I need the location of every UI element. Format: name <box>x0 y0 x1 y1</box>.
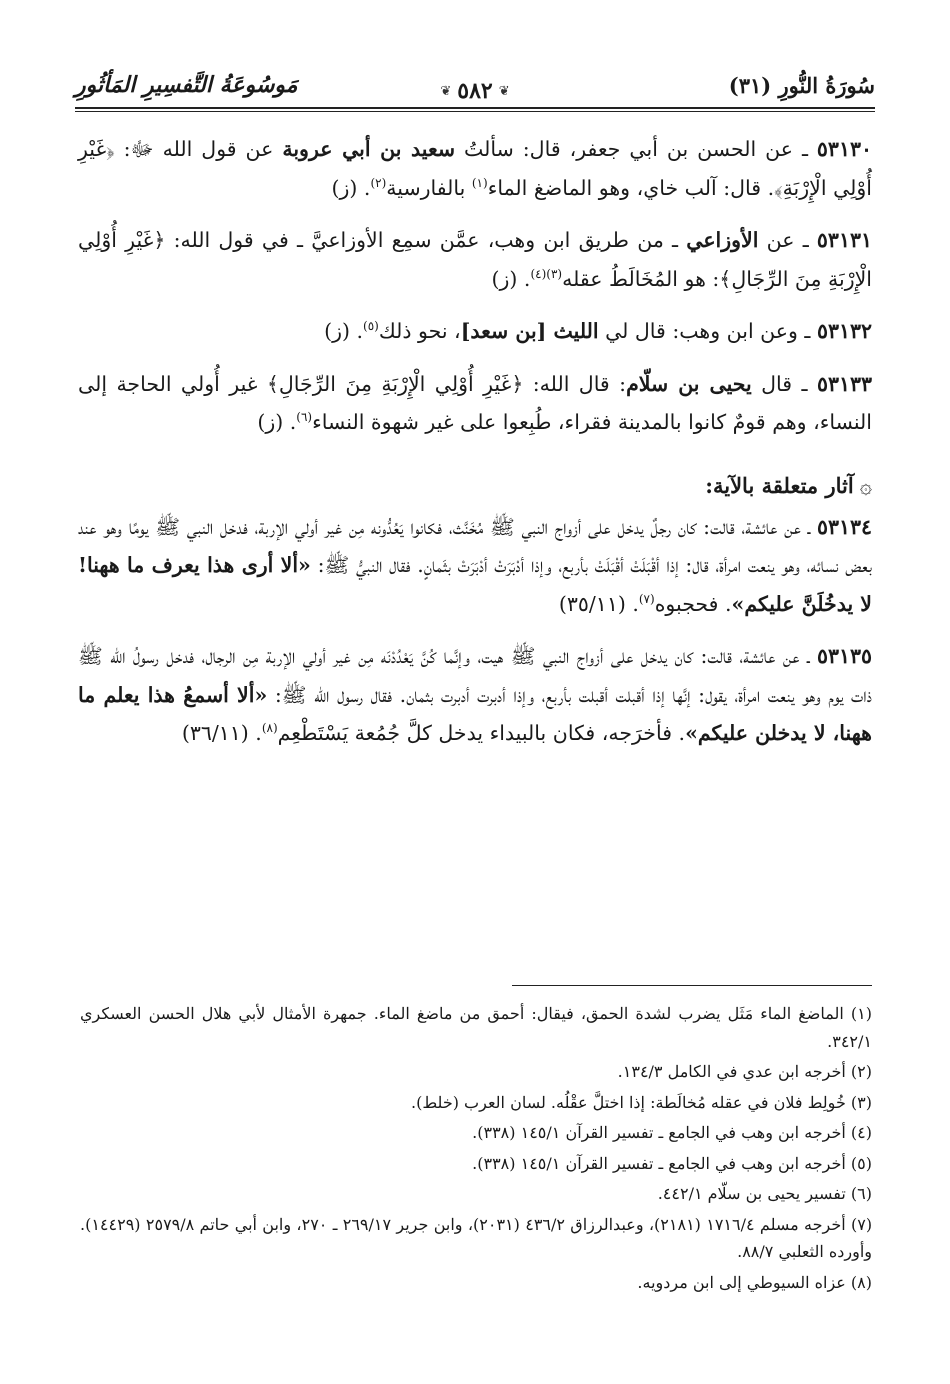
header-rule-thin <box>75 111 875 112</box>
entry-text: ـ قال <box>751 371 817 396</box>
footnote: (٧) أخرجه مسلم ١٧١٦/٤ (٢١٨١)، وعبدالرزاق ٤٣٦/٢ (٢٠٣١)، وابن جرير ٢٦٩/١٧ ـ ٢٧٠، وابن أبي حاتم ٢٥٧٩/٨ (١٤٤٢٩). وأورده الثعلبي ٨٨/٧. <box>80 1214 873 1261</box>
running-header <box>75 60 875 106</box>
footnote-ref: (٨) <box>261 721 278 736</box>
entry-bold-name: سعيد بن أبي عروبة <box>282 137 456 161</box>
footnote-rule <box>512 985 872 986</box>
narration-entry <box>78 637 872 753</box>
ornament-icon: ❦ <box>498 83 510 99</box>
footnote-ref: (٦) <box>296 410 313 425</box>
section-heading <box>78 468 872 504</box>
footnote: (١) الماضغ الماء مَثَل يضرب لشدة الحمق، فيقال: أحمق من ماضغ الماء. جمهرة الأمثال لأبي هلال الحسن العسكري ٣٤٢/١. <box>80 1004 872 1051</box>
entry-text: بالفارسية <box>386 175 472 200</box>
entry-number: ٥٣١٣٢ <box>816 319 872 343</box>
narration-entry <box>78 365 872 442</box>
entry-number: ٥٣١٣٠ <box>816 137 872 161</box>
footnote: (٣) خُولِط فلان في عقله مُخالَطة: إذا اختلَّ عقْلُه. لسان العرب (خلط). <box>411 1092 872 1112</box>
entry-bold-quote: «ألا أرى هذا يعرف ما ههنا! لا يدخُلَنَّ عليكم» <box>78 553 872 616</box>
entry-bold-name: الليث [بن سعد] <box>460 319 599 343</box>
entry-number: ٥٣١٣٥ <box>816 644 872 668</box>
narration-entry <box>78 508 872 624</box>
entry-text: ـ عن الحسن بن أبي جعفر، قال: سألتُ <box>455 137 817 161</box>
entry-text: . (٣٦/١١) <box>181 721 262 745</box>
entry-text: . (ز) <box>331 175 371 200</box>
footnote-ref: (٢) <box>370 175 387 190</box>
entry-text: ـ من طريق ابن وهب، عمَّن سمِع الأوزاعيَّ ـ في قول الله: ﴿غَيْرِ أُوْلِي الْإِرْبَةِ مِنَ الرِّجَالِ﴾: هو المُخَالَطُ عقله <box>78 228 872 291</box>
star-ornament-icon: ۞ <box>859 473 872 498</box>
entry-bold-name: يحيى بن سلّام <box>626 371 752 396</box>
entry-bold-name: الأوزاعي <box>686 228 759 252</box>
entry-text: . فأخرَجه، فكان بالبيداء يدخل كلَّ جُمُعة يَسْتَطْعِم <box>277 721 686 745</box>
book-title: مَوسُوعَةُ التَّفسِيرِ المَأثُورِ <box>75 72 298 98</box>
footnotes <box>80 1000 872 1299</box>
entry-text: . (ز) <box>257 410 297 434</box>
entry-number: ٥٣١٣١ <box>816 228 872 252</box>
page-number: ٥٨٢ <box>457 78 493 104</box>
footnote: (٦) تفسير يحيى بن سلّام ٤٤٢/١. <box>657 1184 872 1203</box>
entry-text: : قال الله: ﴿غَيْرِ أُوْلِي الْإِرْبَةِ مِنَ الرِّجَالِ﴾ غير أُولي الحاجة إلى النساء، وهم قومٌ كانوا بالمدينة فقراء، طُبِعوا على غير شهوة النساء <box>78 371 872 434</box>
entry-number: ٥٣١٣٤ <box>816 514 872 539</box>
entry-text: . (ز) <box>491 266 531 291</box>
narration-entry <box>78 130 872 207</box>
entry-number: ٥٣١٣٣ <box>816 371 872 396</box>
narration-entry <box>78 221 872 298</box>
footnote-ref: (٥) <box>363 319 379 334</box>
footnote-ref: (١) <box>471 175 488 190</box>
entry-text: . (ز) <box>324 319 364 343</box>
footnote-ref: (٧) <box>638 591 655 606</box>
main-text <box>78 130 872 767</box>
ornament-icon: ❦ <box>440 83 452 99</box>
page-number-block <box>440 78 509 104</box>
footnote: (٤) أخرجه ابن وهب في الجامع ـ تفسير القرآن ١٤٥/١ (٣٣٨). <box>472 1123 872 1142</box>
surah-title: سُورَةُ النُّورِ (٣١) <box>728 73 875 98</box>
footnote-ref: (٣)(٤) <box>530 266 563 281</box>
narration-entry <box>78 312 872 351</box>
footnote: (٢) أخرجه ابن عدي في الكامل ١٣٤/٣. <box>617 1062 872 1081</box>
entry-text: . فحجبوه <box>654 591 732 616</box>
entry-text: . (٣٥/١١) <box>558 591 639 616</box>
entry-text: ـ عن عائشة، قالت: كان رجلٌ يدخل على أزواج النبي ﷺ مُخَنَّث، فكانوا يَعُدُّونه مِن غير أولي الإربة، فدخل النبي ﷺ يومًا وهو عند بعض نسائه، وهو ينعت امرأة، قال: إذا أقْبَلَتْ أقْبَلَتْ بأربع، وإذا أدْبَرَتْ أدْبَرَتْ بثَمانٍ. فقال النبيُّ ﷺ: <box>78 514 872 577</box>
entry-text: ـ عن <box>758 228 817 252</box>
entry-bold-quote: «ألا أسمعُ هذا يعلم ما ههنا، لا يدخلن عليكم» <box>78 682 872 745</box>
entry-text: عن قول الله ﷻ: ﴿غَيْرِ أُوْلِي الْإِرْبَةِ﴾. قال: آلب خاي، وهو الماضغ الماء <box>78 137 872 200</box>
section-heading-text: آثار متعلقة بالآية: <box>705 472 854 498</box>
footnote: (٥) أخرجه ابن وهب في الجامع ـ تفسير القرآن ١٤٥/١ (٣٣٨). <box>472 1153 872 1173</box>
entry-text: ، نحو ذلك <box>378 319 461 343</box>
header-rule <box>75 107 875 109</box>
footnote: (٨) عزاه السيوطي إلى ابن مردويه. <box>637 1272 872 1292</box>
entry-text: ـ وعن ابن وهب: قال لي <box>598 319 817 343</box>
entry-text: ـ عن عائشة، قالت: كان يدخل على أزواج النبي ﷺ هيت، وإنَّما كُنَّ يَعْدُدْنَه مِن غير أولي الإربة مِن الرجال، فدخل رسولُ الله ﷺ ذات يوم وهو ينعت امرأة، يقول: إنَّها إذا أقبلت أقبلت بأربع، وإذا أدبرت أدبرت بثمان. فقال رسول الله ﷺ: <box>78 644 872 707</box>
